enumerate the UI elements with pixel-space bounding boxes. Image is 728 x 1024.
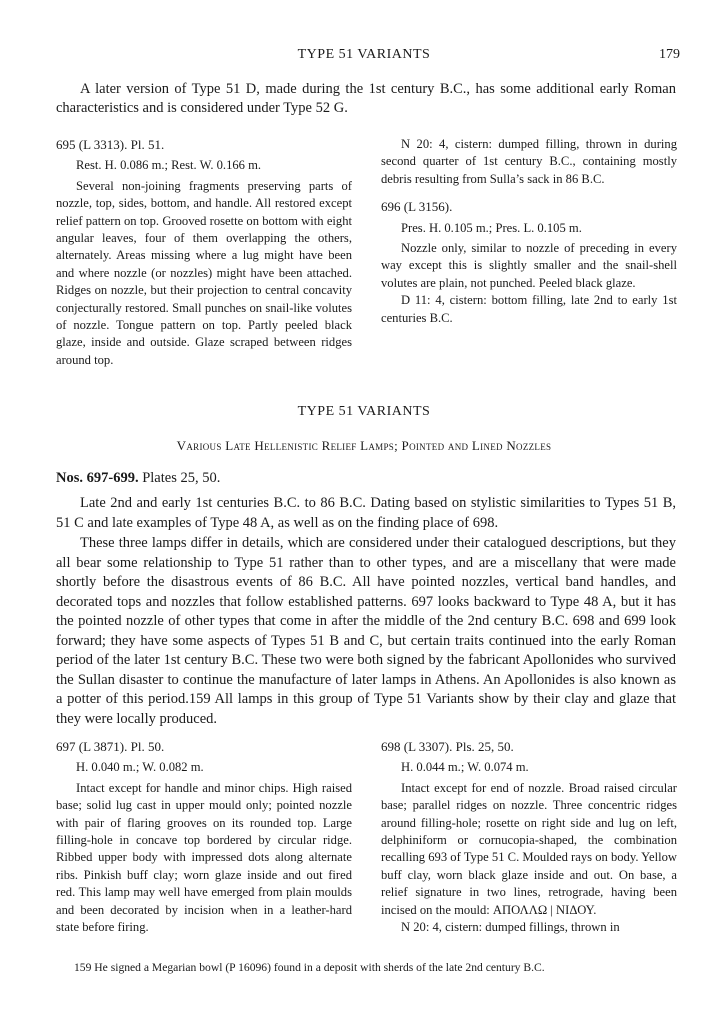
catalogue-range (56, 470, 220, 487)
section-title: TYPE 51 VARIANTS (297, 404, 431, 419)
entry-heading: 696 (L 3156). (381, 199, 453, 215)
page-number: 179 (659, 47, 680, 62)
footnote: 159 He signed a Megarian bowl (P 16096) found in a deposit with sherds of the late 2nd century B.C. (74, 961, 545, 974)
entry-description: Several non-joining fragments preserving parts of nozzle, top, sides, bottom, and handle. All restored except relief pattern on top. Grooved rosette on bottom with eight angular leaves, four of them overlapping the others, alternately. Areas missing where a lug might have been and where nozzle (or nozzles) might have been attached. Ridges on nozzle, but their projection to central concavity conjecturally restored. Small punches on snail-like volutes of nozzle. Tongue pattern on top. Partly peeled black glaze, inside and outside. Glaze scraped between ridges around top. (56, 178, 352, 367)
running-head: TYPE 51 VARIANTS (297, 47, 431, 62)
entry-description: Intact except for handle and minor chips. High raised base; solid lug cast in upper mould only; pointed nozzle with pair of flaring grooves on its rounded top. Large filling-hole in concave top bordered by circular ridge. Ribbed upper body with impressed dots along alternate ribs. Pinkish buff clay; worn glaze inside and out fired red. This lamp may well have emerged from plain moulds and been decorated by incision when in a leather-hard state before firing. (56, 780, 352, 935)
catalogue-numbers: Nos. 697-699. (56, 470, 139, 486)
entry-698 (381, 738, 677, 936)
entry-dimensions: Pres. H. 0.105 m.; Pres. L. 0.105 m. (401, 220, 582, 235)
entry-heading: 698 (L 3307). Pls. 25, 50. (381, 739, 514, 754)
entry-findspot: N 20: 4, cistern: dumped filling, thrown in during second quarter of 1st century B.C., containing mostly debris resulting from Sulla’s sack in 86 B.C. (381, 137, 677, 186)
entry-696-column (381, 136, 677, 327)
entry-findspot: N 20: 4, cistern: dumped fillings, thrown in (401, 920, 620, 935)
paragraph-dating: Late 2nd and early 1st centuries B.C. to 86 B.C. Dating based on stylistic similarities to Types 51 B, 51 C and late examples of Type 48 A, as well as on the finding place of 698. (56, 495, 676, 531)
entry-695 (56, 136, 352, 369)
entry-description: Nozzle only, similar to nozzle of preceding in every way except this is slightly smaller and the snail-shell volutes are plain, not punched. Peeled black glaze. (381, 241, 677, 290)
section-subtitle: Various Late Hellenistic Relief Lamps; Pointed and Lined Nozzles (176, 438, 552, 453)
entry-heading: 695 (L 3313). Pl. 51. (56, 137, 165, 152)
entry-findspot: D 11: 4, cistern: bottom filling, late 2nd to early 1st centuries B.C. (381, 293, 677, 325)
entry-dimensions: Rest. H. 0.086 m.; Rest. W. 0.166 m. (76, 158, 262, 173)
paragraph-discussion: These three lamps differ in details, which are considered under their catalogued descriptions, but they all bear some relationship to Type 51 rather than to other types, and are a miscellany that were made shortly before the disastrous events of 86 B.C. All have pointed nozzles, vertical band handles, and decorated tops and nozzles that follow established patterns. 697 looks backward to Type 48 A, but it has the pointed nozzle of other types that come in after the middle of the 2nd century B.C. 698 and 699 look forward; they have some aspects of Types 51 B and C, but certain traits continued into the early Roman period of the later 1st century B.C. These two were both signed by the fabricant Apollonides who survived the Sullan disaster to continue the manufacture of later lamps in Athens. An Apollonides is also known as a potter of this period.159 All lamps in this group of Type 51 Variants show by their clay and glaze that they were locally produced. (56, 535, 676, 727)
entry-697 (56, 738, 352, 936)
entry-description: Intact except for end of nozzle. Broad raised circular base; parallel ridges on nozzle. Three concentric ridges around filling-hole; rosette on right side and lug on left, delphiniform or cornucopia-shaped, the combination recalling 693 of Type 51 C. Moulded rays on body. Yellow buff clay, worn black glaze inside and out. On base, a relief signature in two lines, retrograde, having been incised on the mould: ΑΠΟΛΛΩ | ΝΙΔΟΥ. (381, 780, 677, 917)
entry-dimensions: H. 0.044 m.; W. 0.074 m. (401, 760, 529, 775)
entry-dimensions: H. 0.040 m.; W. 0.082 m. (76, 760, 204, 775)
entry-heading: 697 (L 3871). Pl. 50. (56, 739, 165, 754)
catalogue-plates: Plates 25, 50. (142, 470, 221, 486)
intro-paragraph: A later version of Type 51 D, made during the 1st century B.C., has some additional early Roman characteristics and is considered under Type 52 G. (56, 81, 676, 116)
